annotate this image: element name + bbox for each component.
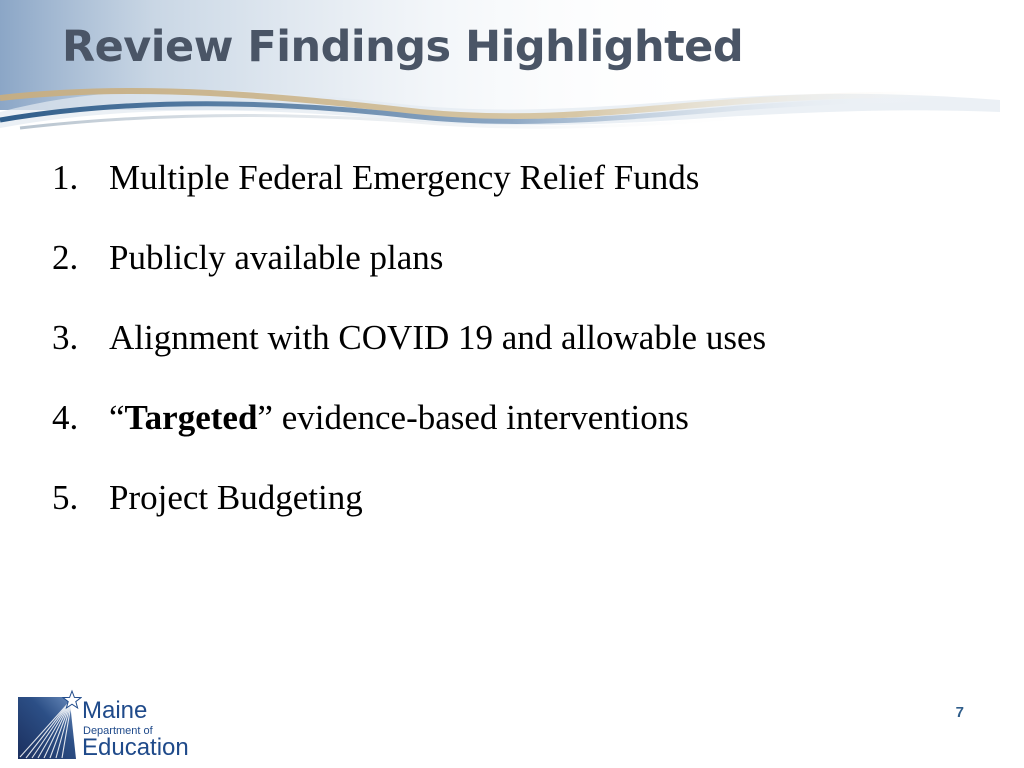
item-emphasis: Targeted	[124, 398, 258, 437]
item-number: 1.	[52, 158, 79, 197]
item-number: 5.	[52, 478, 79, 517]
item-text: Publicly available plans	[109, 238, 444, 277]
item-text-rest: evidence-based interventions	[272, 398, 689, 437]
close-quote: ”	[257, 398, 273, 437]
item-text: Project Budgeting	[109, 478, 363, 517]
item-number: 4.	[52, 398, 79, 437]
logo-text-education: Education	[82, 734, 189, 761]
page-number: 7	[955, 704, 964, 721]
logo-text-maine: Maine	[82, 697, 148, 724]
slide-title: Review Findings Highlighted	[62, 22, 744, 72]
open-quote: “	[109, 398, 125, 437]
item-text	[109, 392, 689, 444]
logo-text-department: Department of	[83, 725, 153, 737]
item-text: Alignment with COVID 19 and allowable uses	[109, 318, 767, 357]
maine-doe-logo	[14, 689, 214, 763]
maine-doe-logo-icon	[14, 689, 82, 761]
item-text: Multiple Federal Emergency Relief Funds	[109, 158, 700, 197]
item-number: 3.	[52, 318, 79, 357]
item-number: 2.	[52, 238, 79, 277]
